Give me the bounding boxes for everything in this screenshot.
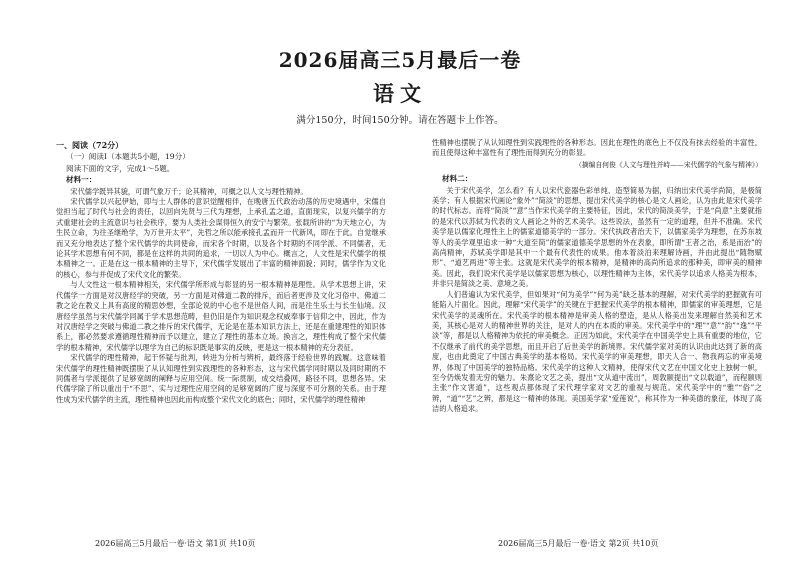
- paragraph-continuation: 性精神也摆脱了从认知理性到实践理性的各种形态。因此在理性的底色上不仅没有抹去经验的丰富性，而且使得这种丰富性有了理性而得到充分的彰显。: [432, 138, 762, 158]
- paragraph: 宋代儒学既异其貌，可谓气象万千；论其精神，可概之以人文与理性精神。: [70, 186, 308, 196]
- paragraph: 与人文性这一根本精神相关，宋代儒学所形成与彰显的另一根本精神是理性。从学术思想上讲，宋代儒学一方面是对汉唐经学的突破，另一方面是对佛道二教的排斥，而后者更涉及文化习俗中。佛道二教之论在教义上具有高度的精思妙想，全部论说的中心也不是世俗人间，而是往生乐土与长生仙境。汉唐经学虽然与宋代儒学同属于学术思想范畴，但仍旧是作为知识观念权威奉事于信仰之中，因此，作为对汉唐经学之突破与佛道二教之排斥的宋代儒学，无论是在基本知识方法上，还是在重建理性的知识体系上，都必然要求遵循理性精神而予以建立，建立了理性的基本立场。换言之，理性构成了整个宋代儒学的根本精神，宋代儒学以理学为自己的标识既是事实的反映，更是这一根本精神的充分表征。: [56, 280, 386, 352]
- paragraph: 宋代儒学以兴起伊始，即与士人群体的意识觉醒相伴，在晚唐五代政治动荡的历史境遇中，宋儒自觉担当起了时代与社会的责任，以回向先贤与三代为理想，上承孔孟之道，直面现实，以复兴儒学的方式重建社会的主流意识与社会秩序，要为人类社会谋得恒久的安宁与繁荣。张载所讲的“为天地立心，为生民立命，为往圣继绝学，为万世开太平”，先哲之所以能承接孔孟而开一代新风，即在于此。自觉继承而又充分地表达了整个宋代儒学的共同使命，而宋各个时期，以及各个时期的不同学派、不同儒者，无论其学术思想有何不同，都是在这样的共同的追求，一切以人为中心。概言之，人文性是宋代儒学的根本精神之一。正是在这一根本精神的主导下，宋代儒学发展出了丰富的精神面貌；同时，儒学作为文化的核心，参与并促成了宋代文化的繁荣。: [56, 197, 386, 279]
- paragraph: 关于宋代美学，怎么看？有人以宋代瓷器色彩单纯、造型简易为据，归纳出宋代美学尚简，是极简美学；有人根据宋代画论“象外”“简淡”的思想，提出宋代美学的核心是文人画论，认为由此是宋代美学的时代标志。而将“简淡”“意”当作宋代美学的主要特征，因此，宋代的简淡美学，于是“尚意”主要就指的是宋代以苏轼为代表的文人画论之外的艺术美学。这些说法，虽然有一定的道理，但并不准确。宋代美学是以儒家化理性主上的儒家道德美学的一部分。宋代执政者治天下，以儒家美学为理想，在苏东坡等人的美学观里追求一种“大道至简”的儒家道德美学思想的外在表象，即所谓“王者之治，系是而治”的高尚精神，苏轼美学即是其中一个最有代表性的成果。他本着淡泊来理解诗画，并由此提出“随物赋形”、“道艺两进”等主张。这就是宋代美学的根本精神，是精神的高尚所追求的那种美，即审美的精神美。因此，我们说宋代美学是以儒家思想为核心，以理性精神为主体，宋代美学以追求人格美为根本，并非只是简淡之美、意境之美。: [432, 185, 762, 289]
- material-two-label: 材料二：: [442, 174, 473, 184]
- left-column: [56, 138, 386, 530]
- paragraph: 人们普遍认为宋代美学，但如果对“何为美学”“何为美”缺乏基本的理解，对宋代美学的把握就有可能陷入片面化。因此，理解“宋代美学”的关键在于把握宋代美学的根本精神，即儒家的审美理想，它是宋代美学的灵魂所在。宋代美学的根本精神是审美人格的塑造，是从人格美出发来理解自然美和艺术美，其核心是对人的精神世界的关注，是对人的内在本质的审美。宋代美学中的“理”“意”“韵”“逸”“平淡”等，都是以人格精神为依托的审美概念。正因为如此，宋代美学在中国美学史上具有重要的地位，它不仅继承了前代的美学思想，而且开启了后世美学的新境界。宋代儒学家对美的认识由此达到了新的高度，也由此奠定了中国古典美学的基本格局。宋代美学的审美理想，即天人合一、物我两忘的审美境界，体现了中国美学的独特品格。宋代美学的这种人文精神，使得宋代文艺在中国文化史上独树一帜，至今仍焕发着无穷的魅力。朱熹论文艺之美，提出“文从道中流出”，周敦颐提出“文以载道”，而程颐则主张“作文害道”，这些观点都体现了宋代理学家对文艺的重视与规范。宋代美学中的“雅”“俗”之辨，“道”“艺”之辨，都是这一精神的体现。美国美学家“爱莲说”，称其作为一种美德的象征，体现了高洁的人格追求。: [432, 289, 762, 414]
- exam-title-text: 2026届高三5月最后一卷: [278, 48, 522, 72]
- subject-title: 语文: [373, 81, 427, 106]
- paragraph: 宋代儒学的理性精神，起于怀疑与批判，转进为分析与辨析，最终落于经验世界的践履。这意味着宋代儒学的理性精神既摆脱了从认知理性到实践理性的各种形态，这与宋代儒学同时期以及同时期的不同儒者与学派提供了足够宽阔的阐释与应用空间。统一际贯制，成交结叠网，路径不同，思想各异。宋代儒学除了所以重出于“不思”、实与过理性应用空间的足够宽阔的广度与深度不可分割的关系。由于理性成为宋代儒学的主流，理性精神也因此而构成整个宋代文化的底色；同时，宋代儒学的理性精神: [56, 353, 386, 404]
- section-heading: 一、阅读（72分）: [56, 140, 124, 150]
- subsection-heading: （一）阅读Ⅰ（本题共5小题，19分）: [66, 152, 190, 162]
- page-footer-left: 2026届高三5月最后一卷·语文 第1页 共10页: [95, 539, 256, 548]
- material-one-label: 材料一：: [66, 175, 97, 185]
- reading-instruction: 阅读下面的文字，完成1～5题。: [66, 163, 175, 173]
- source-citation: （摘编自何俊《人文与理性并峙——宋代儒学的气象与精神》）: [575, 160, 762, 169]
- exam-instructions: 满分150分，时间150分钟。请在答题卡上作答。: [296, 115, 504, 126]
- exam-title: [0, 44, 800, 73]
- right-column: [432, 138, 762, 530]
- page-footer-right: 2026届高三5月最后一卷·语文 第2页 共10页: [498, 539, 659, 548]
